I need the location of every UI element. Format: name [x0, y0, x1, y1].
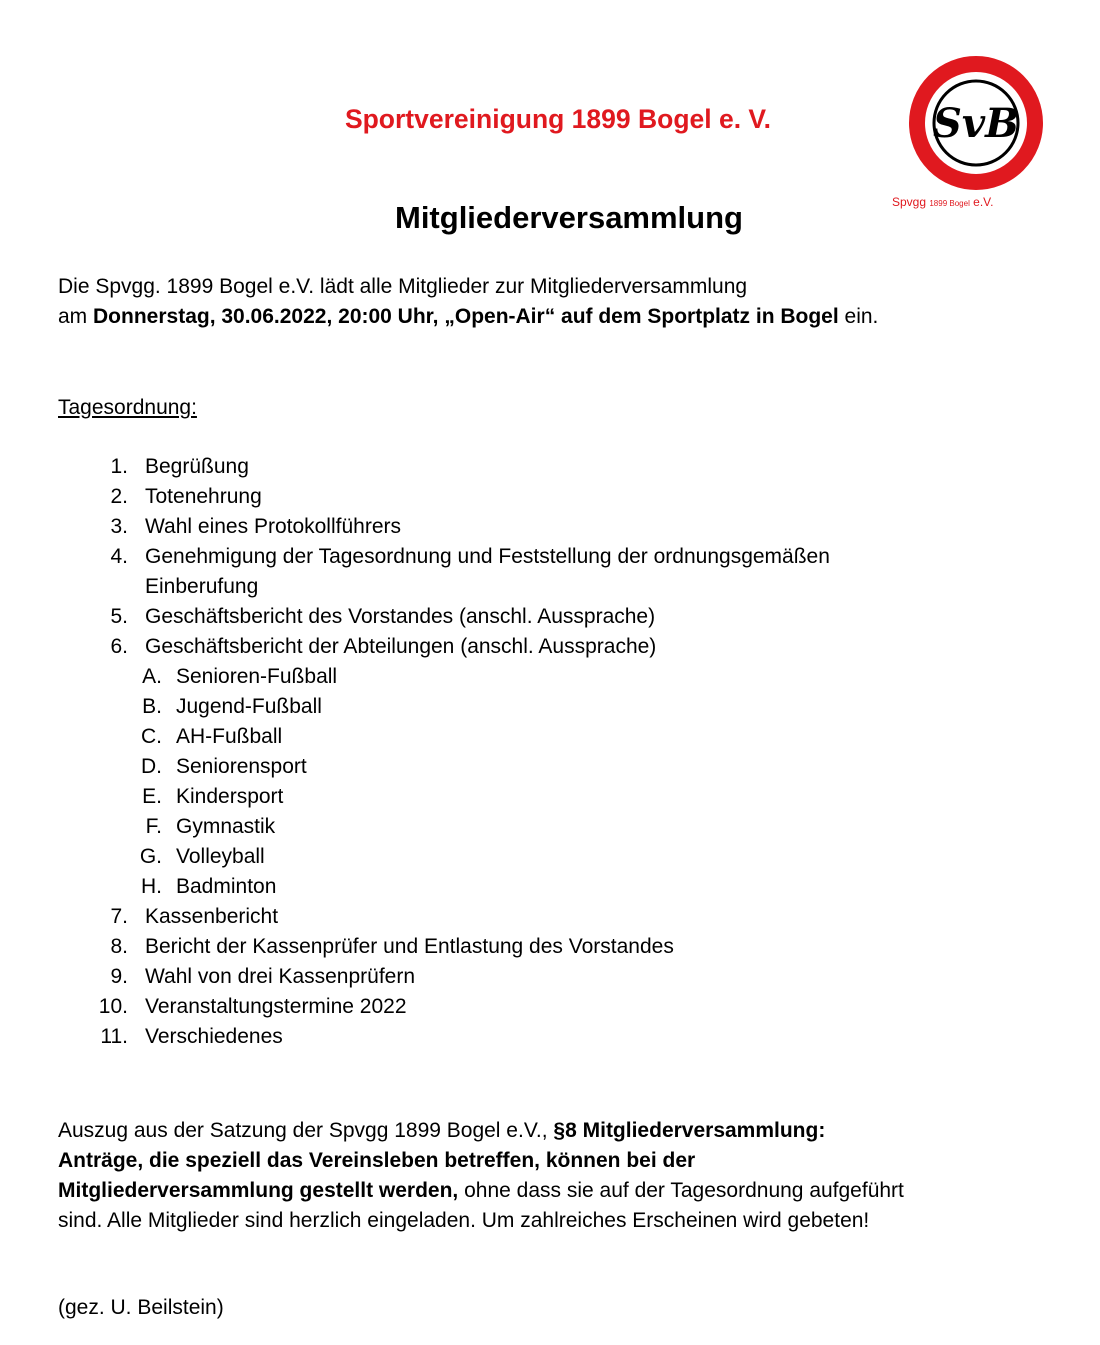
outro-line-1-pre: Auszug aus der Satzung der Spvgg 1899 Bogel e.V.,	[58, 1119, 554, 1142]
agenda-item-text: Gymnastik	[176, 815, 276, 838]
agenda-item-continuation: Einberufung	[145, 575, 259, 598]
agenda-item-number: C.	[141, 725, 162, 748]
outro-line-2-bold: Anträge, die speziell das Vereinsleben betreffen, können bei der	[58, 1149, 696, 1172]
document-title: Mitgliederversammlung	[395, 200, 743, 235]
agenda-item	[110, 602, 656, 632]
signature: (gez. U. Beilstein)	[58, 1296, 224, 1319]
agenda-item-text: Seniorensport	[176, 755, 307, 778]
agenda-item-text: Volleyball	[176, 845, 265, 868]
agenda-item-text: Veranstaltungstermine 2022	[145, 995, 407, 1018]
agenda-item-number: D.	[141, 755, 162, 778]
agenda-item-text: Genehmigung der Tagesordnung und Feststellung der ordnungsgemäßen	[145, 545, 830, 568]
agenda-subitem	[141, 722, 283, 752]
meeting-date-location: Donnerstag, 30.06.2022, 20:00 Uhr, „Open-Air“ auf dem Sportplatz in Bogel	[93, 305, 839, 328]
agenda-item-number: 9.	[110, 965, 128, 988]
agenda-item-number: E.	[142, 785, 162, 808]
agenda-item-text: Wahl von drei Kassenprüfern	[145, 965, 416, 988]
agenda-item-number: 6.	[110, 635, 128, 658]
logo-caption-a: Spvgg	[892, 195, 930, 209]
agenda-item-text: Kassenbericht	[145, 905, 279, 928]
agenda-item-number: G.	[139, 845, 162, 868]
agenda-item-text: Senioren-Fußball	[176, 665, 338, 688]
agenda-item-number: 2.	[110, 485, 128, 508]
club-logo	[908, 55, 1044, 191]
agenda-item-number: 8.	[110, 935, 128, 958]
agenda-item-number: 3.	[110, 515, 128, 538]
intro-line-2-pre: am	[58, 305, 94, 328]
outro-line-1	[58, 1116, 904, 1146]
agenda-subitem	[141, 872, 277, 902]
agenda-item-text: Jugend-Fußball	[176, 695, 322, 718]
club-name: Sportvereinigung 1899 Bogel e. V.	[344, 104, 772, 134]
agenda-item-text: Geschäftsbericht des Vorstandes (anschl. Aussprache)	[145, 605, 656, 628]
outro-line-1-bold: §8 Mitgliederversammlung:	[553, 1119, 826, 1142]
agenda-item-number: 10.	[98, 995, 128, 1018]
intro-line-2	[58, 302, 878, 332]
agenda-item-number: 7.	[110, 905, 128, 928]
intro-line-1: Die Spvgg. 1899 Bogel e.V. lädt alle Mitglieder zur Mitgliederversammlung	[58, 275, 748, 298]
statute-excerpt	[58, 1116, 904, 1236]
agenda-item	[110, 902, 279, 932]
agenda-item-text: Begrüßung	[145, 455, 249, 478]
agenda-item-text: Geschäftsbericht der Abteilungen (anschl. Aussprache)	[145, 635, 657, 658]
agenda-item	[110, 632, 657, 662]
outro-line-4: sind. Alle Mitglieder sind herzlich eingeladen. Um zahlreiches Erscheinen wird gebeten!	[58, 1209, 870, 1232]
logo-letters: SvB	[933, 100, 1019, 147]
agenda-item	[98, 992, 407, 1022]
agenda-item	[110, 962, 416, 992]
logo-caption-b: 1899 Bogel	[929, 199, 970, 208]
agenda-item	[110, 512, 401, 542]
agenda-item	[100, 1022, 283, 1052]
agenda-item-text: Wahl eines Protokollführers	[145, 515, 401, 538]
outro-line-3	[58, 1176, 904, 1206]
outro-line-3-bold: Mitgliederversammlung gestellt werden,	[58, 1179, 459, 1202]
agenda-item-number: 1.	[110, 455, 128, 478]
agenda-item	[110, 452, 249, 482]
agenda-item	[110, 542, 830, 572]
agenda-subitem	[145, 812, 276, 842]
agenda-heading: Tagesordnung:	[58, 396, 197, 419]
agenda-item-number: H.	[141, 875, 162, 898]
agenda-subitem	[142, 782, 284, 812]
agenda-item-number: B.	[142, 695, 162, 718]
agenda-item-number: F.	[145, 815, 162, 838]
agenda-item-number: 11.	[100, 1025, 128, 1048]
agenda-item	[110, 932, 674, 962]
agenda-item-number: 5.	[110, 605, 128, 628]
agenda-item-text: Totenehrung	[145, 485, 262, 508]
outro-line-2	[58, 1146, 904, 1176]
agenda-item-text: Badminton	[176, 875, 277, 898]
agenda-item-text: Kindersport	[176, 785, 284, 808]
intro-paragraph	[58, 272, 878, 332]
agenda-item-text: AH-Fußball	[176, 725, 283, 748]
agenda-subitem	[141, 752, 307, 782]
agenda-subitem	[142, 692, 322, 722]
agenda-item-number: 4.	[110, 545, 128, 568]
agenda-item-text: Bericht der Kassenprüfer und Entlastung des Vorstandes	[145, 935, 674, 958]
agenda-item	[110, 482, 262, 512]
agenda-subitem	[139, 842, 265, 872]
logo-caption-c: e.V.	[969, 195, 994, 209]
agenda-item-text: Verschiedenes	[145, 1025, 283, 1048]
agenda-item-number: A.	[142, 665, 162, 688]
intro-line-2-post: ein.	[838, 305, 879, 328]
agenda-subitem	[142, 662, 338, 692]
outro-line-3-post: ohne dass sie auf der Tagesordnung aufgeführt	[458, 1179, 904, 1202]
